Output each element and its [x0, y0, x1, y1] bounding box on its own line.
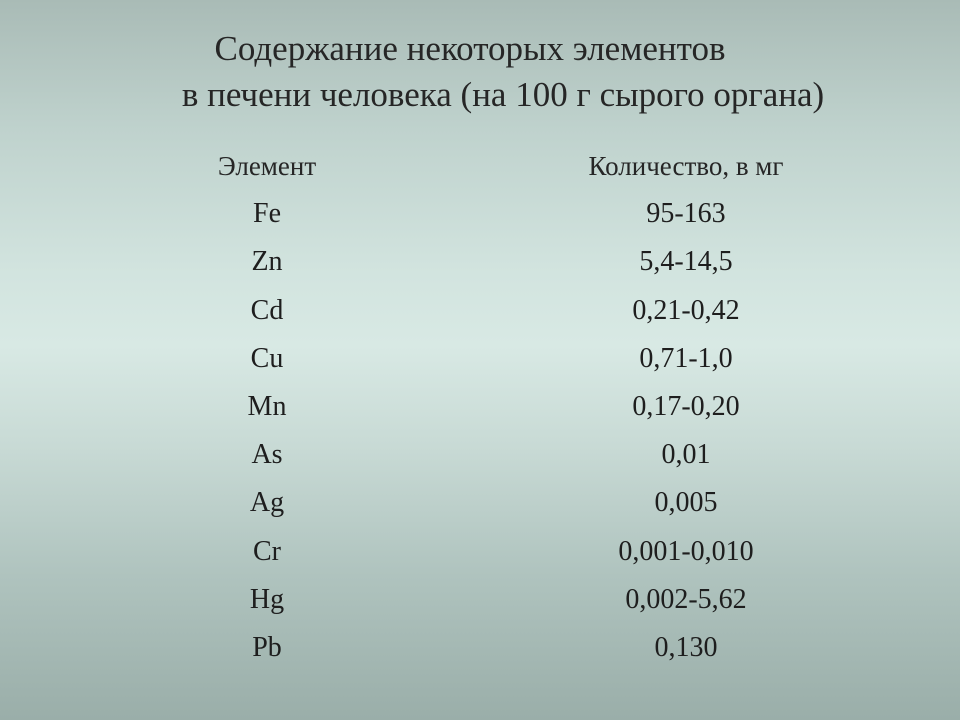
elements-table	[0, 142, 838, 672]
cell-amount	[534, 479, 838, 527]
table-row	[0, 383, 838, 431]
cell-amount	[534, 287, 838, 335]
amount-value: 0,130	[654, 631, 718, 663]
cell-amount	[534, 335, 838, 383]
amount-value: 0,001-0,010	[618, 535, 754, 567]
element-symbol: Ag	[249, 487, 285, 519]
elements-table-container	[0, 142, 960, 672]
table-row	[0, 576, 838, 624]
cell-amount	[534, 383, 838, 431]
amount-value: 0,002-5,62	[625, 583, 747, 615]
header-element	[0, 142, 534, 190]
cell-amount	[534, 238, 838, 286]
cell-amount	[534, 190, 838, 238]
element-symbol: Hg	[249, 583, 285, 615]
title-line-1: Содержание некоторых элементов	[214, 29, 726, 68]
element-symbol: Mn	[247, 391, 287, 423]
header-amount	[534, 142, 838, 190]
cell-element	[0, 479, 534, 527]
table-row	[0, 624, 838, 672]
element-symbol: Cu	[250, 342, 284, 374]
table-row	[0, 287, 838, 335]
slide-title	[0, 26, 960, 118]
cell-amount	[534, 624, 838, 672]
cell-element	[0, 576, 534, 624]
cell-amount	[534, 431, 838, 479]
amount-value: 0,71-1,0	[639, 342, 733, 374]
amount-value: 0,01	[661, 439, 711, 471]
cell-amount	[534, 528, 838, 576]
table-row	[0, 190, 838, 238]
cell-element	[0, 528, 534, 576]
table-row	[0, 528, 838, 576]
cell-element	[0, 383, 534, 431]
amount-value: 0,005	[654, 487, 718, 519]
amount-value: 5,4-14,5	[639, 246, 733, 278]
header-amount-label: Количество, в мг	[588, 151, 784, 182]
header-element-label: Элемент	[217, 151, 317, 182]
title-line-2: в печени человека (на 100 г сырого органа)	[181, 75, 825, 114]
element-symbol: Fe	[253, 198, 281, 230]
cell-element	[0, 624, 534, 672]
element-symbol: As	[251, 439, 283, 471]
cell-element	[0, 238, 534, 286]
cell-element	[0, 431, 534, 479]
cell-element	[0, 335, 534, 383]
table-row	[0, 431, 838, 479]
amount-value: 0,21-0,42	[632, 294, 740, 326]
element-symbol: Zn	[251, 246, 283, 278]
table-row	[0, 335, 838, 383]
amount-value: 95-163	[646, 198, 726, 230]
element-symbol: Cr	[253, 535, 281, 567]
element-symbol: Pb	[252, 631, 282, 663]
element-symbol: Cd	[250, 294, 284, 326]
table-row	[0, 238, 838, 286]
amount-value: 0,17-0,20	[632, 391, 740, 423]
cell-amount	[534, 576, 838, 624]
table-header-row	[0, 142, 838, 190]
cell-element	[0, 190, 534, 238]
table-row	[0, 479, 838, 527]
cell-element	[0, 287, 534, 335]
